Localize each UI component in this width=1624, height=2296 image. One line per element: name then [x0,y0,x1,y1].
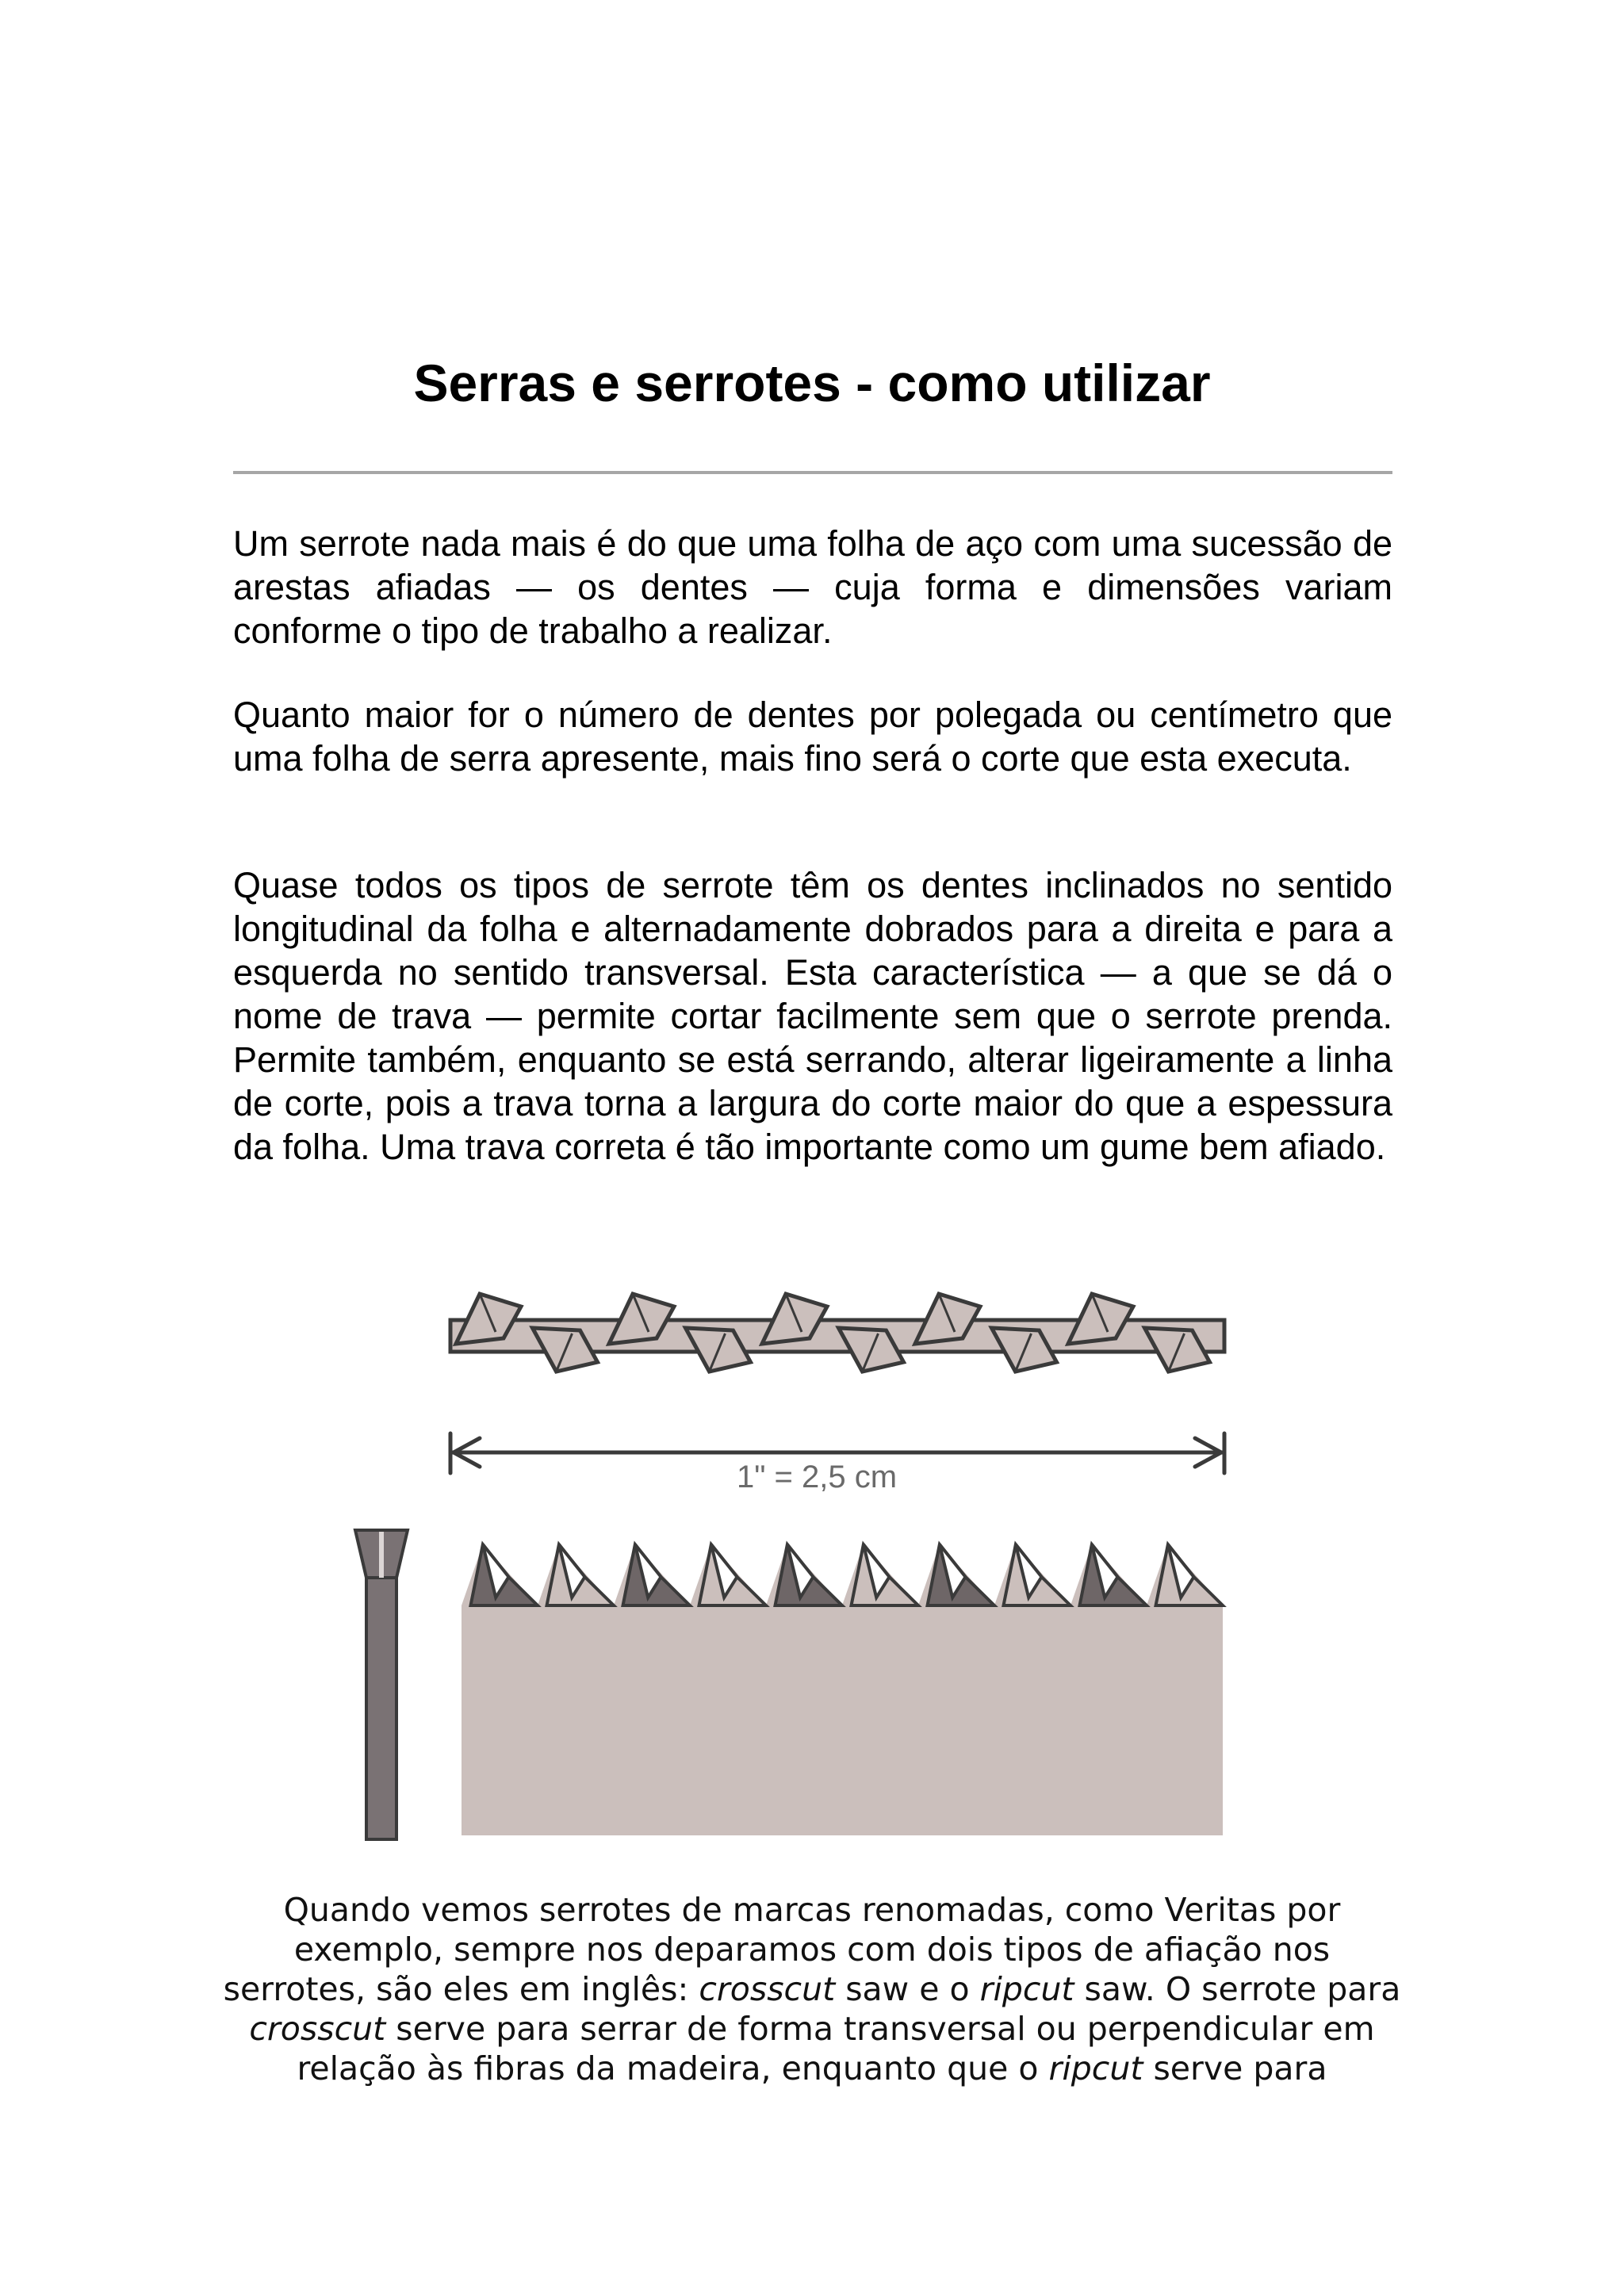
paragraph-2: Quanto maior for o número de dentes por polegada ou centímetro que uma folha de serra apresente, mais fino será o corte que esta executa. [233,695,1392,779]
measure-label: 1" = 2,5 cm [736,1460,898,1494]
caption-part: saw e o [835,1970,980,2008]
caption-term-crosscut: crosscut [699,1970,836,2008]
paragraph-1: Um serrote nada mais é do que uma folha de aço com uma sucessão de arestas afiadas — os dentes — cuja forma e dimensões variam conforme o tipo de trabalho a realizar. [233,523,1392,651]
front-view-blade [462,1544,1223,1835]
caption-text [222,1890,1402,2088]
caption-part: Quando vemos serrotes de marcas renomadas, como Veritas por exemplo, sempre nos deparamos com dois tipos de afiação nos serrotes, são eles em inglês: [223,1891,1341,2008]
caption-part: serve para [1143,2049,1327,2087]
top-view-teeth [450,1294,1224,1372]
caption-part: serve para serrar de forma transversal ou perpendicular em relação às fibras da madeira, enquanto que o [297,2010,1375,2087]
side-view-blade [355,1530,408,1839]
caption-term-crosscut: crosscut [249,2010,386,2048]
caption-term-ripcut: ripcut [979,1970,1074,2008]
saw-teeth-illustration [317,1245,1247,1859]
caption-term-ripcut: ripcut [1048,2049,1143,2087]
caption-part: saw. O serrote para [1074,1970,1401,2008]
title-divider [233,471,1392,474]
page-title: Serras e serrotes - como utilizar [413,354,1211,412]
paragraph-3: Quase todos os tipos de serrote têm os dentes inclinados no sentido longitudinal da folha e alternadamente dobrados para a direita e para a esquerda no sentido transversal. Esta característica — a que se dá o nome de trava — permite cortar facilmente sem que o serrote prenda. Permite também, enquanto se está serrando, alterar ligeiramente a linha de corte, pois a trava torna a largura do corte maior do que a espessura da folha. Uma trava correta é tão importante como um gume bem afiado. [233,865,1392,1167]
